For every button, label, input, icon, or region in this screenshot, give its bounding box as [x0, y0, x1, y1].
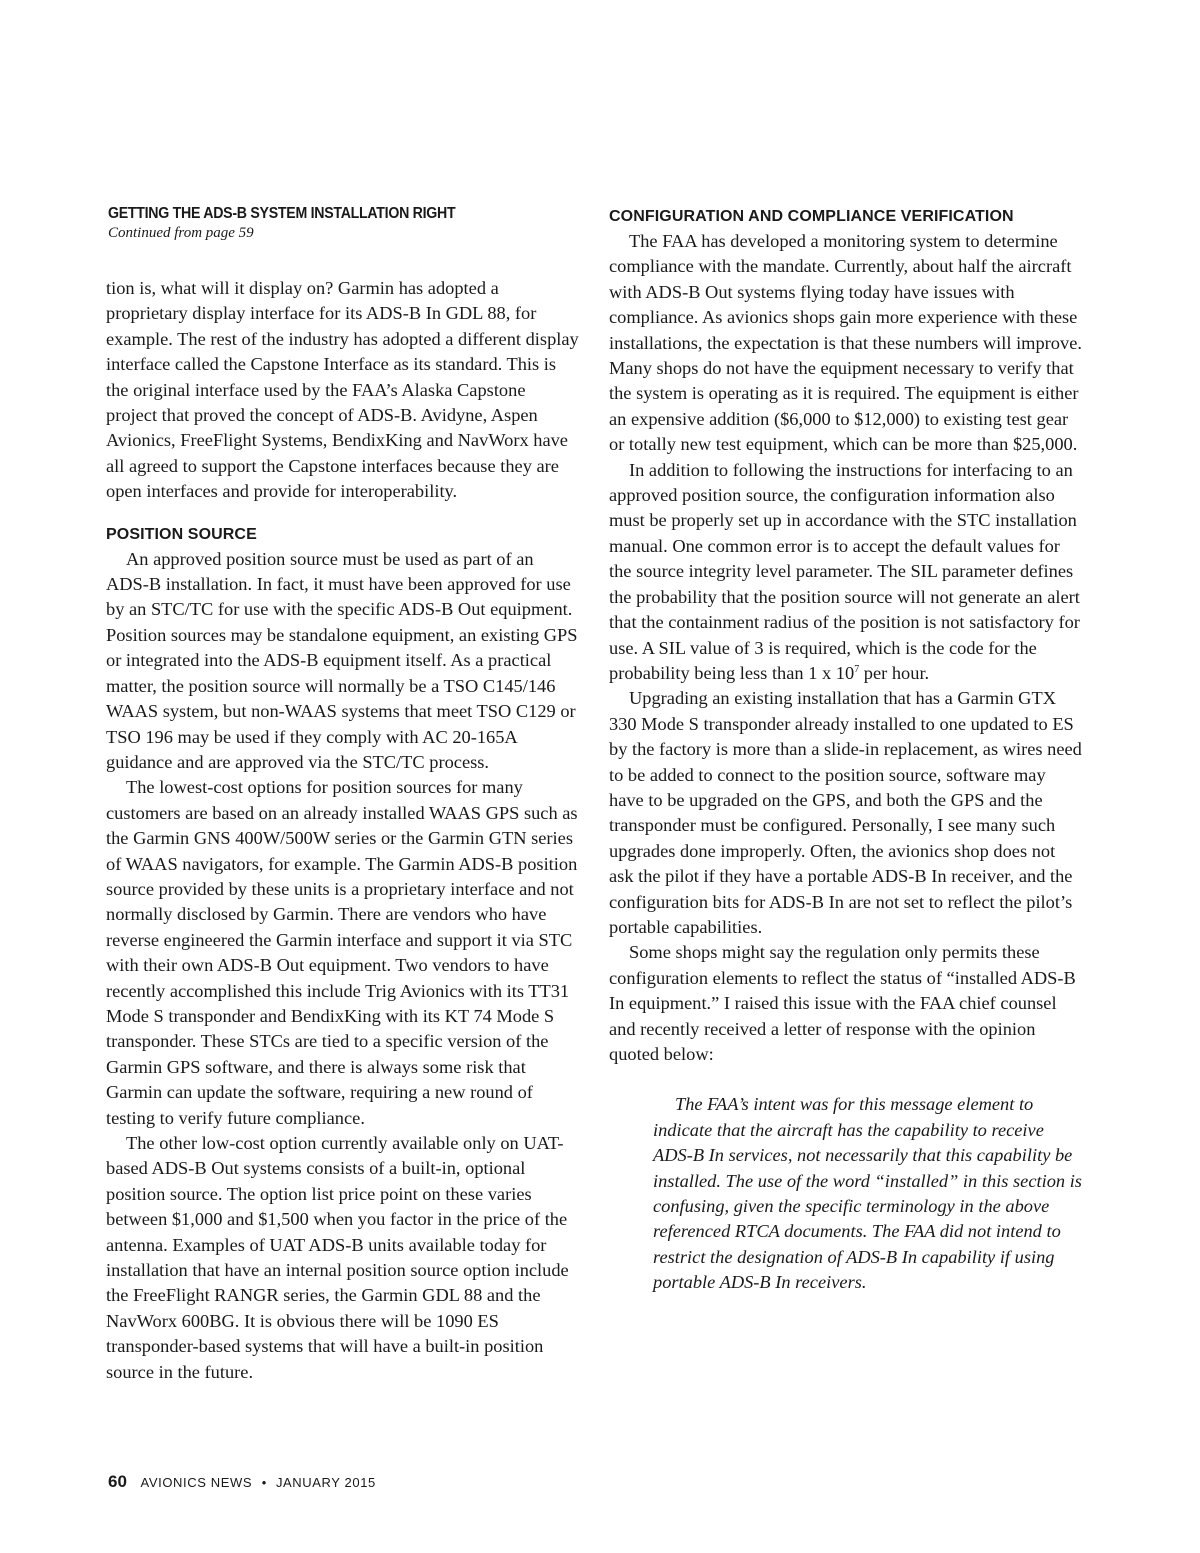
page-footer: [108, 1471, 376, 1494]
continued-note: Continued from page 59: [108, 225, 254, 241]
paragraph: An approved position source must be used as part of an ADS-B installation. In fact, it must have been approved for use by an STC/TC for use with the specific ADS-B Out equipment. Position sources may be standalone equipment, an existing GPS or integrated into the ADS-B equipment itself. As a practical matter, the position source will normally be a TSO C145/146 WAAS system, but non-WAAS systems that meet TSO C129 or TSO 196 may be used if they comply with AC 20-165A guidance and are approved via the STC/TC process.: [106, 548, 578, 772]
paragraph: The other low-cost option currently available only on UAT-based ADS-B Out systems consists of a built-in, optional position source. The option list price point on these varies between $1,000 and $1,500 when you factor in the price of the antenna. Examples of UAT ADS-B units available today for installation that have an internal position source option include the FreeFlight RANGR series, the Garmin GDL 88 and the NavWorx 600BG. It is obvious there will be 1090 ES transponder-based systems that will have a built-in position source in the future.: [106, 1133, 569, 1382]
article-title: GETTING THE ADS-B SYSTEM INSTALLATION RIGHT: [108, 205, 456, 222]
paragraph: The lowest-cost options for position sources for many customers are based on an already installed WAAS GPS such as the Garmin GNS 400W/500W series or the Garmin GTN series of WAAS navigators, for example. The Garmin ADS-B position source provided by these units is a proprietary interface and not normally disclosed by Garmin. There are vendors who have reverse engineered the Garmin interface and support it via STC with their own ADS-B Out equipment. Two vendors to have recently accomplished this include Trig Avionics with its TT31 Mode S transponder and BendixKing with its KT 74 Mode S transponder. These STCs are tied to a specific version of the Garmin GPS software, and there is always some risk that Garmin can update the software, requiring a new round of testing to verify future compliance.: [106, 777, 578, 1128]
footer-separator: •: [261, 1475, 267, 1490]
paragraph-sil-tail: per hour.: [859, 662, 930, 683]
paragraph: The FAA has developed a monitoring system to determine compliance with the mandate. Currently, about half the aircraft with ADS-B Out systems flying today have issues with compliance. As avionics shops gain more experience with these installations, the expectation is that these numbers will improve. Many shops do not have the equipment necessary to verify that the system is operating as it is required. The equipment is either an expensive addition ($6,000 to $12,000) to existing test gear or totally new test equipment, which can be more than $25,000.: [609, 231, 1082, 455]
paragraph: Some shops might say the regulation only permits these configuration elements to reflect the status of “installed ADS-B In equipment.” I raised this issue with the FAA chief counsel and recently received a letter of response with the opinion quoted below:: [609, 942, 1076, 1064]
publication-name: AVIONICS NEWS: [140, 1475, 253, 1490]
section-heading-configuration: CONFIGURATION AND COMPLIANCE VERIFICATION: [609, 208, 1014, 225]
section-heading-position-source: POSITION SOURCE: [106, 525, 257, 543]
paragraph-sil: [609, 458, 1083, 687]
paragraph: Upgrading an existing installation that has a Garmin GTX 330 Mode S transponder already installed to one updated to ES by the factory is more than a slide-in replacement, as wires need to be added to connect to the position source, software may have to be upgraded on the GPS, and both the GPS and the transponder must be configured. Personally, I see many such upgrades done improperly. Often, the avionics shop does not ask the pilot if they have a portable ADS-B In receiver, and the configuration bits for ADS-B In are not set to reflect the pilot’s portable capabilities.: [609, 688, 1082, 937]
issue-date: JANUARY 2015: [275, 1475, 376, 1490]
left-column: [106, 276, 580, 1385]
exponent: 7: [854, 663, 860, 675]
paragraph-sil-text: In addition to following the instructions for interfacing to an approved position source, the configuration information also must be properly set up in accordance with the STC installation manual. One common error is to accept the default values for the source integrity level parameter. The SIL parameter defines the probability that the position source will not generate an alert that the containment radius of the position is not satisfactory for use. A SIL value of 3 is required, which is the code for the probability being less than 1 x 10: [609, 459, 1080, 683]
block-quote: The FAA’s intent was for this message element to indicate that the aircraft has the capability to receive ADS-B In services, not necessarily that this capability be installed. The use of the word “installed” in this section is confusing, given the specific terminology in the above referenced RTCA documents. The FAA did not intend to restrict the designation of ADS-B In capability if using portable ADS-B In receivers.: [653, 1094, 1082, 1293]
page-number: 60: [108, 1472, 127, 1491]
article-header: [108, 204, 588, 242]
right-column: [609, 204, 1083, 1296]
paragraph-continuation: tion is, what will it display on? Garmin has adopted a proprietary display interface for its ADS-B In GDL 88, for example. The rest of the industry has adopted a different display interface called the Capstone Interface as its standard. This is the original interface used by the FAA’s Alaska Capstone project that proved the concept of ADS-B. Avidyne, Aspen Avionics, FreeFlight Systems, BendixKing and NavWorx have all agreed to support the Capstone interfaces because they are open interfaces and provide for interoperability.: [106, 278, 579, 502]
